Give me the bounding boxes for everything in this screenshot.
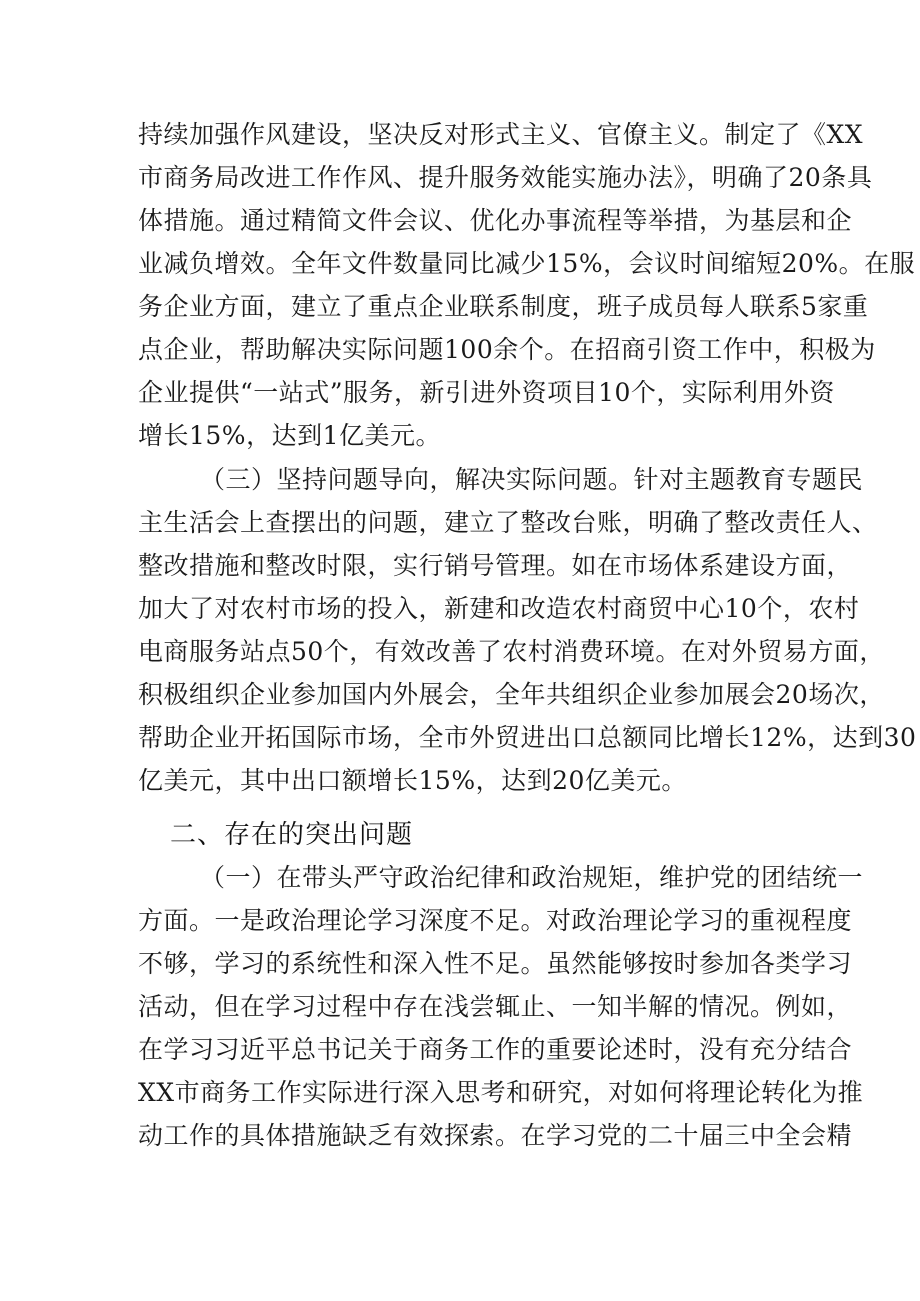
paragraph-work-style [138,113,916,457]
paragraph-line: 增长15%，达到1亿美元。 [138,421,441,450]
paragraph-line: 点企业，帮助解决实际问题100余个。在招商引资工作中，积极为 [138,335,876,364]
paragraph-line: （一）在带头严守政治纪律和政治规矩，维护党的团结统一 [200,863,864,892]
paragraph-line: 在学习习近平总书记关于商务工作的重要论述时，没有充分结合 [138,1035,853,1064]
paragraph-line: 主生活会上查摆出的问题，建立了整改台账，明确了整改责任人、 [138,508,878,537]
paragraph-line: 务企业方面，建立了重点企业联系制度，班子成员每人联系5家重 [138,292,869,321]
paragraph-line: 体措施。通过精简文件会议、优化办事流程等举措，为基层和企 [138,206,853,235]
paragraph-line: 业减负增效。全年文件数量同比减少15%，会议时间缩短20%。在服 [138,249,916,278]
section-heading: 二、存在的突出问题 [170,820,414,850]
paragraph-line: XX市商务工作实际进行深入思考和研究，对如何将理论转化为推 [138,1078,864,1107]
paragraph-line: 活动，但在学习过程中存在浅尝辄止、一知半解的情况。例如， [138,992,853,1021]
paragraph-political-discipline [138,856,864,1157]
paragraph-line: 市商务局改进工作作风、提升服务效能实施办法》，明确了20条具 [138,163,873,192]
paragraph-line: 电商服务站点50个，有效改善了农村消费环境。在对外贸易方面， [138,637,885,666]
paragraph-line: 企业提供“一站式”服务，新引进外资项目10个，实际利用外资 [138,378,835,407]
paragraph-line: （三）坚持问题导向，解决实际问题。针对主题教育专题民 [200,465,864,494]
paragraph-problem-oriented [138,458,917,802]
paragraph-line: 整改措施和整改时限，实行销号管理。如在市场体系建设方面， [138,551,853,580]
paragraph-line: 动工作的具体措施缺乏有效探索。在学习党的二十届三中全会精 [138,1121,853,1150]
paragraph-line: 帮助企业开拓国际市场，全市外贸进出口总额同比增长12%，达到30 [138,723,917,752]
paragraph-line: 积极组织企业参加国内外展会，全年共组织企业参加展会20场次， [138,680,885,709]
paragraph-line: 亿美元，其中出口额增长15%，达到20亿美元。 [138,766,687,795]
paragraph-line: 不够，学习的系统性和深入性不足。虽然能够按时参加各类学习 [138,949,853,978]
paragraph-line: 方面。一是政治理论学习深度不足。对政治理论学习的重视程度 [138,906,853,935]
paragraph-line: 持续加强作风建设，坚决反对形式主义、官僚主义。制定了《XX [138,120,864,149]
paragraph-line: 加大了对农村市场的投入，新建和改造农村商贸中心10个，农村 [138,594,860,623]
